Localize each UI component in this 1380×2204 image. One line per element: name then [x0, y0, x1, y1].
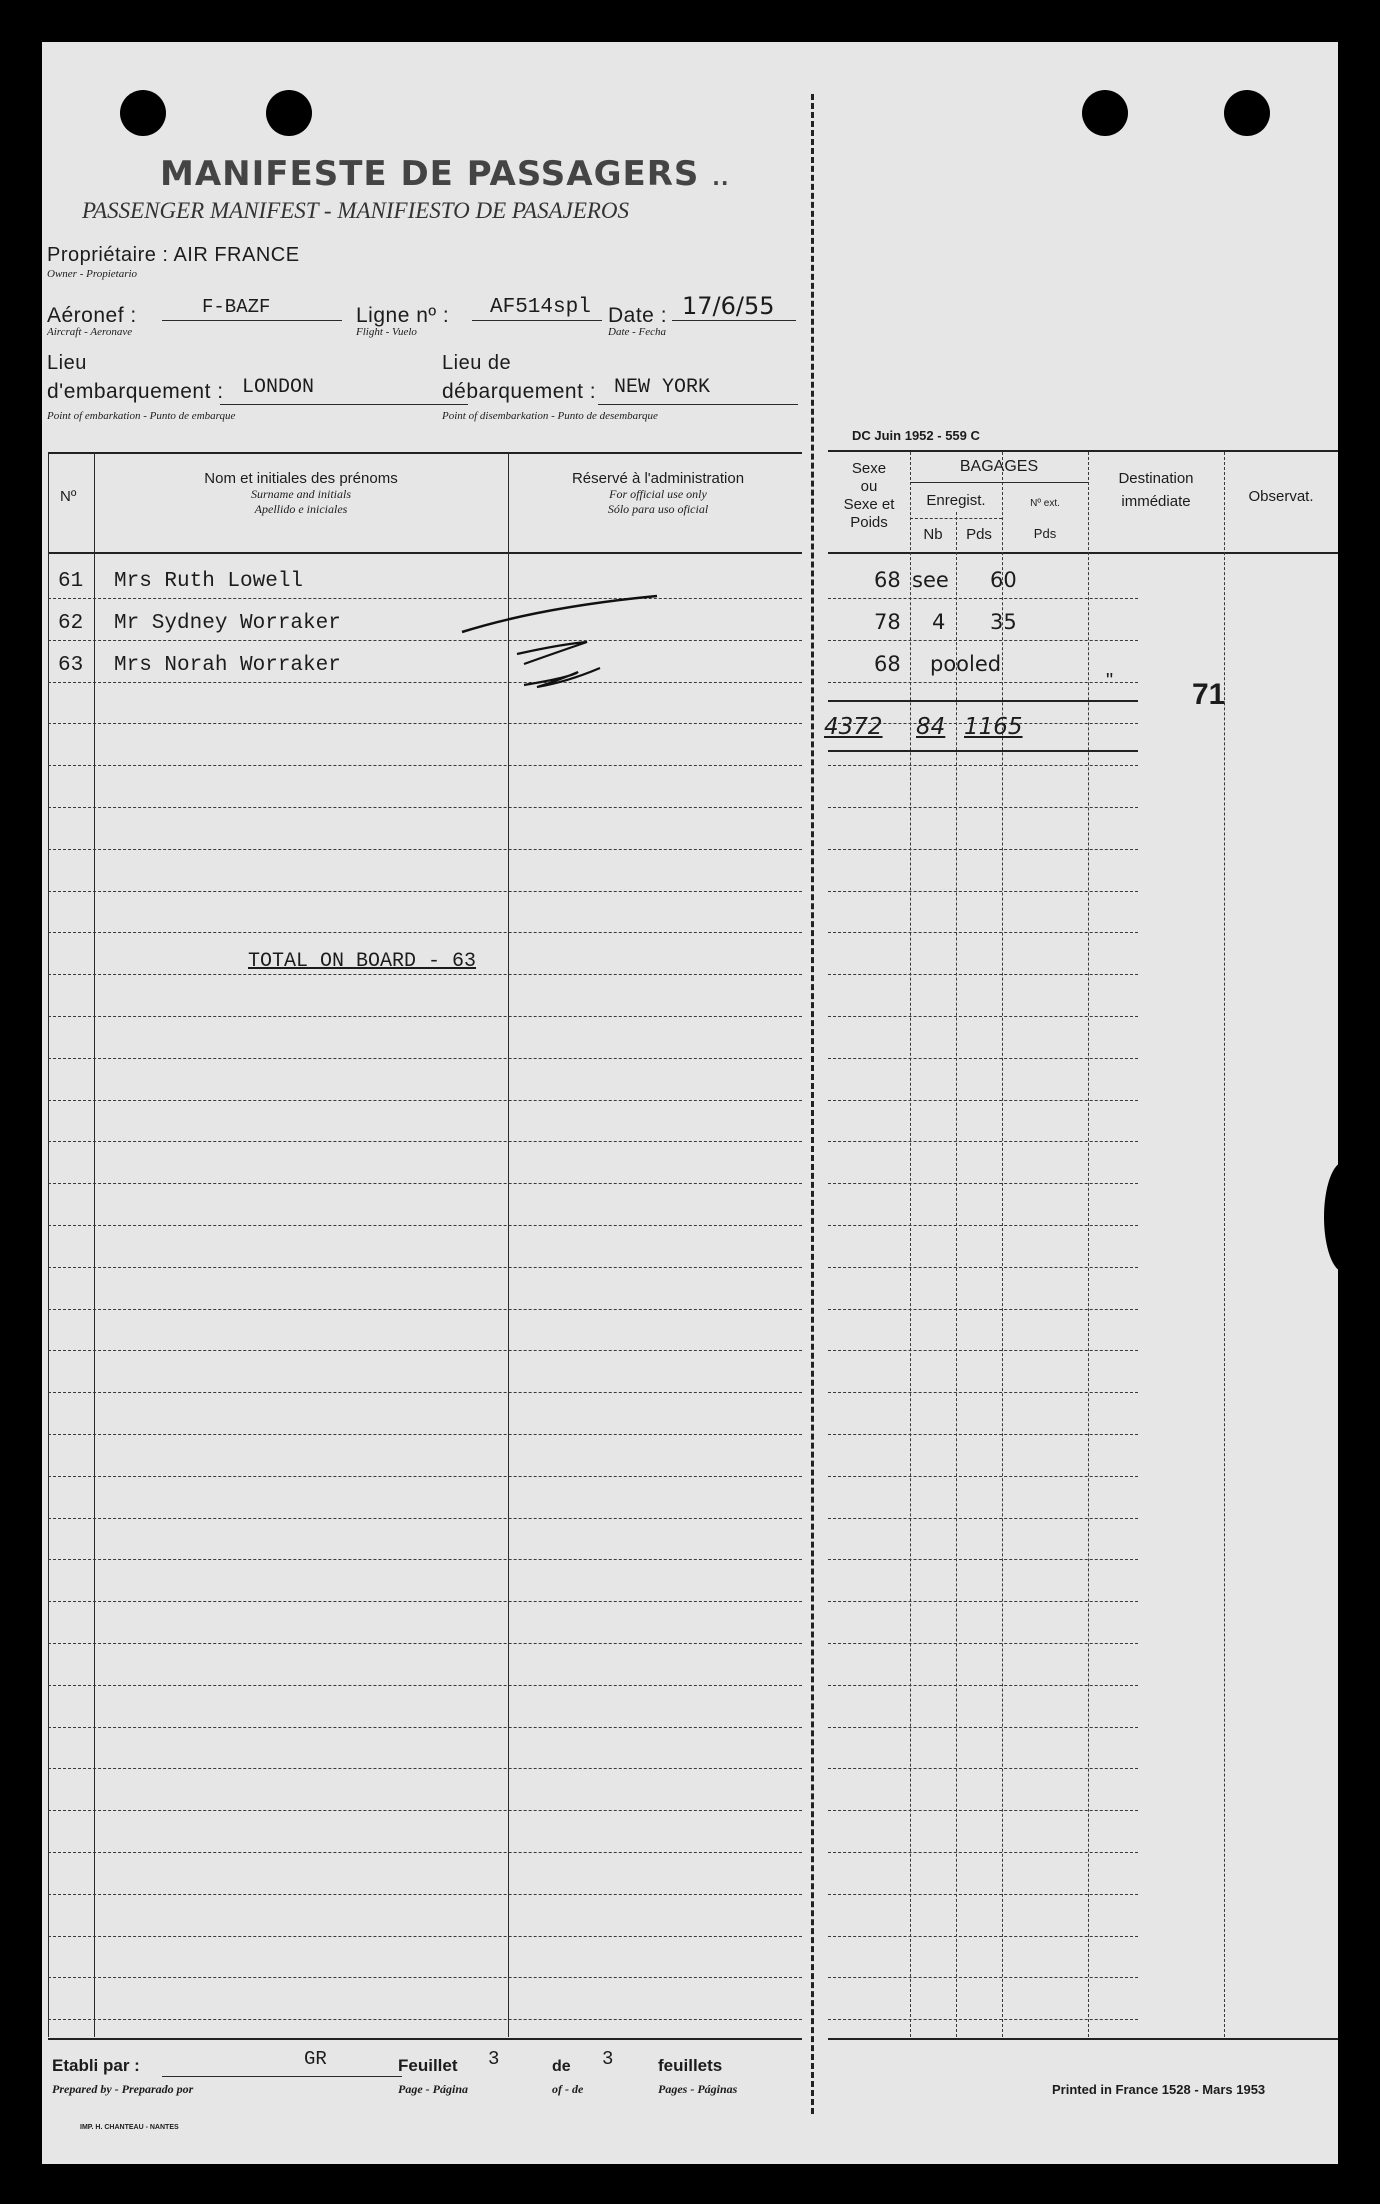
- ruled-line-left: [48, 723, 802, 724]
- prepared-value: GR: [304, 2048, 327, 2070]
- col-header-sex-1: Sexe: [851, 460, 887, 477]
- col-nb-divider: [956, 512, 957, 2037]
- ruled-line-right: [828, 1936, 1138, 1937]
- ruled-line-right: [828, 682, 1138, 683]
- ruled-line-right: [828, 891, 1138, 892]
- printed-in-france: Printed in France 1528 - Mars 1953: [1052, 2082, 1266, 2097]
- sheet-value: 3: [488, 2048, 500, 2070]
- ruled-line-left: [48, 1058, 802, 1059]
- ruled-line-right: [828, 1100, 1138, 1101]
- col-header-name-es: Apellido e iniciales: [254, 502, 348, 516]
- manifest-sheet: [42, 42, 1338, 2164]
- ruled-line-right: [828, 1225, 1138, 1226]
- of-value: 3: [602, 2048, 614, 2070]
- ruled-line-right: [828, 1267, 1138, 1268]
- ruled-line-right: [828, 849, 1138, 850]
- col-header-nb: Nb: [923, 526, 943, 543]
- sheet-label: Feuillet: [398, 2056, 458, 2075]
- table-bottom-right: [828, 2038, 1338, 2040]
- total-on-board: TOTAL ON BOARD - 63: [248, 950, 477, 973]
- punch-hole-1: [120, 90, 166, 136]
- ruled-line-right: [828, 598, 1138, 599]
- title-text: MANIFESTE DE PASSAGERS: [160, 154, 700, 194]
- ruled-line-left: [48, 1685, 802, 1686]
- title-dots: ..: [712, 166, 730, 190]
- table-top-right: [828, 450, 1338, 452]
- ruled-line-left: [48, 1936, 802, 1937]
- col-header-ext-no: Nº ext.: [1030, 498, 1060, 509]
- ruled-line-left: [48, 1768, 802, 1769]
- date-underline: [672, 320, 796, 321]
- baggage-nb: 4: [932, 610, 946, 634]
- disembark-sub: Point of disembarkation - Punto de desembarque: [442, 410, 658, 422]
- flight-value: AF514spl: [490, 296, 591, 319]
- ditto-mark: ": [1106, 670, 1114, 692]
- ruled-line-left: [48, 1350, 802, 1351]
- check-stroke-2: [517, 642, 587, 664]
- ruled-line-right: [828, 1434, 1138, 1435]
- ruled-line-right: [828, 1058, 1138, 1059]
- header-bottom-left: [48, 552, 802, 554]
- col-header-admin: [508, 470, 808, 517]
- ruled-line-left: [48, 1100, 802, 1101]
- flight-sub: Flight - Vuelo: [356, 326, 417, 338]
- fold-line: [811, 94, 814, 2114]
- ruled-line-left: [48, 1434, 802, 1435]
- col-no-divider: [94, 452, 95, 2037]
- aircraft-sub: Aircraft - Aeronave: [47, 326, 133, 338]
- passenger-weight: 68: [874, 652, 901, 676]
- ruled-line-right: [828, 2019, 1138, 2020]
- ruled-line-left: [48, 1894, 802, 1895]
- header-bottom-right: [828, 552, 1338, 554]
- embark-sub: Point of embarkation - Punto de embarque: [47, 410, 236, 422]
- edge-notch: [1324, 1162, 1364, 1272]
- ruled-line-right: [828, 1141, 1138, 1142]
- disembark-label-2: débarquement :: [442, 380, 597, 403]
- col-header-registered: Enregist.: [926, 492, 986, 509]
- ruled-line-left: [48, 1141, 802, 1142]
- col-header-pds: Pds: [966, 526, 992, 543]
- col-header-sex-2: ou: [860, 478, 878, 495]
- ruled-line-left: [48, 891, 802, 892]
- col-header-sex: [828, 460, 910, 532]
- row-number: 62: [58, 612, 84, 635]
- ruled-line-left: [48, 765, 802, 766]
- sheets-label: feuillets: [658, 2056, 723, 2075]
- ruled-line-left: [48, 1518, 802, 1519]
- ruled-line-right: [828, 1977, 1138, 1978]
- total-nb: 84: [916, 714, 946, 740]
- col-header-destination: [1088, 470, 1224, 510]
- of-label: de: [552, 2058, 571, 2075]
- col-header-admin-en: For official use only: [609, 487, 707, 501]
- passenger-name: Mr Sydney Worraker: [114, 612, 341, 635]
- col-header-admin-es: Sólo para uso oficial: [607, 502, 709, 516]
- col-header-destination-1: Destination: [1118, 470, 1194, 487]
- embark-value: LONDON: [242, 376, 315, 399]
- ruled-line-right: [828, 765, 1138, 766]
- baggage-underline: [910, 482, 1088, 483]
- flight-underline: [472, 320, 602, 321]
- ruled-line-right: [828, 1810, 1138, 1811]
- ruled-line-left: [48, 682, 802, 683]
- date-label: Date :: [608, 304, 668, 327]
- disembark-label-1: Lieu de: [442, 352, 512, 374]
- passenger-weight: 68: [874, 568, 901, 592]
- ruled-line-left: [48, 1977, 802, 1978]
- col-left-edge: [48, 452, 49, 2037]
- row-number: 61: [58, 570, 84, 593]
- ruled-line-left: [48, 598, 802, 599]
- totals-bottom-line: [828, 750, 1138, 752]
- prepared-underline: [162, 2076, 402, 2077]
- ruled-line-left: [48, 2019, 802, 2020]
- ruled-line-left: [48, 1810, 802, 1811]
- aircraft-underline: [162, 320, 342, 321]
- col-header-ext-pds: Pds: [1033, 526, 1057, 541]
- ruled-line-right: [828, 974, 1138, 975]
- col-header-sex-3: Sexe et: [843, 496, 895, 513]
- total-weight: 4372: [824, 714, 883, 740]
- ruled-line-right: [828, 1768, 1138, 1769]
- owner-sub: Owner - Propietario: [47, 268, 138, 280]
- owner-label: Propriétaire : AIR FRANCE: [47, 244, 300, 266]
- ruled-line-left: [48, 1183, 802, 1184]
- ruled-line-left: [48, 640, 802, 641]
- printer-credit: IMP. H. CHANTEAU - NANTES: [80, 2124, 179, 2131]
- baggage-pds: 35: [990, 610, 1017, 634]
- ruled-line-left: [48, 1476, 802, 1477]
- baggage-pds: 60: [990, 568, 1017, 592]
- total-pds: 1165: [964, 714, 1023, 740]
- passenger-name: Mrs Norah Worraker: [114, 654, 341, 677]
- ruled-line-left: [48, 1267, 802, 1268]
- col-sex-divider: [910, 452, 911, 2037]
- col-header-sex-4: Poids: [850, 514, 888, 531]
- disembark-value: NEW YORK: [614, 376, 711, 399]
- ruled-line-left: [48, 1392, 802, 1393]
- col-header-no: Nº: [60, 488, 77, 505]
- passenger-weight: 78: [874, 610, 901, 634]
- ruled-line-right: [828, 1852, 1138, 1853]
- ruled-line-left: [48, 1727, 802, 1728]
- ruled-line-right: [828, 1016, 1138, 1017]
- col-header-observations: Observat.: [1248, 488, 1314, 505]
- ruled-line-right: [828, 1392, 1138, 1393]
- embark-label-2: d'embarquement :: [47, 380, 224, 403]
- prepared-label: Etabli par :: [52, 2056, 140, 2075]
- page-sub: Page - Página: [398, 2082, 468, 2096]
- ruled-line-right: [828, 1643, 1138, 1644]
- page-subtitle: PASSENGER MANIFEST - MANIFIESTO DE PASAJEROS: [82, 198, 630, 223]
- baggage-nb: see: [912, 568, 949, 592]
- passenger-name: Mrs Ruth Lowell: [114, 570, 304, 593]
- table-bottom-left: [48, 2038, 802, 2040]
- of-sub: of - de: [552, 2082, 584, 2096]
- ruled-line-right: [828, 1601, 1138, 1602]
- ruled-line-right: [828, 1727, 1138, 1728]
- ruled-line-right: [828, 1685, 1138, 1686]
- embark-label-1: Lieu: [47, 352, 87, 374]
- col-ext-divider: [1088, 452, 1089, 2037]
- ruled-line-left: [48, 1016, 802, 1017]
- registered-underline: [910, 518, 1002, 519]
- page-title: [160, 154, 729, 194]
- ruled-line-right: [828, 1559, 1138, 1560]
- ruled-line-left: [48, 807, 802, 808]
- col-header-destination-2: immédiate: [1121, 493, 1191, 510]
- prepared-sub: Prepared by - Preparado por: [52, 2082, 194, 2096]
- ruled-line-left: [48, 974, 802, 975]
- col-header-name-en: Surname and initials: [250, 487, 351, 501]
- baggage-nb: pooled: [930, 652, 1002, 676]
- admin-check-strokes: [442, 542, 682, 732]
- col-header-baggage: BAGAGES: [959, 458, 1039, 475]
- ruled-line-right: [828, 1350, 1138, 1351]
- ruled-line-left: [48, 932, 802, 933]
- check-stroke-1: [462, 596, 657, 632]
- ruled-line-left: [48, 1559, 802, 1560]
- flight-label: Ligne nº :: [356, 304, 450, 327]
- ruled-line-left: [48, 1225, 802, 1226]
- aircraft-value: F-BAZF: [202, 296, 271, 318]
- ruled-line-left: [48, 849, 802, 850]
- punch-hole-4: [1224, 90, 1270, 136]
- ruled-line-right: [828, 1518, 1138, 1519]
- form-code: DC Juin 1952 - 559 C: [852, 428, 980, 443]
- ruled-line-left: [48, 1601, 802, 1602]
- col-header-name-fr: Nom et initiales des prénoms: [204, 470, 398, 487]
- col-pds-divider: [1002, 452, 1003, 2037]
- ruled-line-left: [48, 1643, 802, 1644]
- ruled-line-right: [828, 1309, 1138, 1310]
- ruled-line-right: [828, 640, 1138, 641]
- date-value: 17/6/55: [682, 292, 775, 320]
- ruled-line-right: [828, 1894, 1138, 1895]
- disembark-underline: [598, 404, 798, 405]
- table-top-left: [48, 452, 802, 454]
- embark-underline: [220, 404, 468, 405]
- ruled-line-right: [828, 807, 1138, 808]
- row-number: 63: [58, 654, 84, 677]
- col-header-admin-fr: Réservé à l'administration: [571, 470, 745, 487]
- pages-sub: Pages - Páginas: [658, 2082, 738, 2096]
- ruled-line-left: [48, 1852, 802, 1853]
- ruled-line-left: [48, 1309, 802, 1310]
- ruled-line-right: [828, 932, 1138, 933]
- col-header-name: [94, 470, 508, 517]
- check-stroke-3: [524, 668, 600, 687]
- ruled-line-right: [828, 1476, 1138, 1477]
- punch-hole-2: [266, 90, 312, 136]
- ruled-line-right: [828, 1183, 1138, 1184]
- punch-hole-3: [1082, 90, 1128, 136]
- date-sub: Date - Fecha: [608, 326, 667, 338]
- aircraft-label: Aéronef :: [47, 304, 137, 327]
- totals-top-line: [828, 700, 1138, 702]
- side-number: 71: [1192, 678, 1226, 711]
